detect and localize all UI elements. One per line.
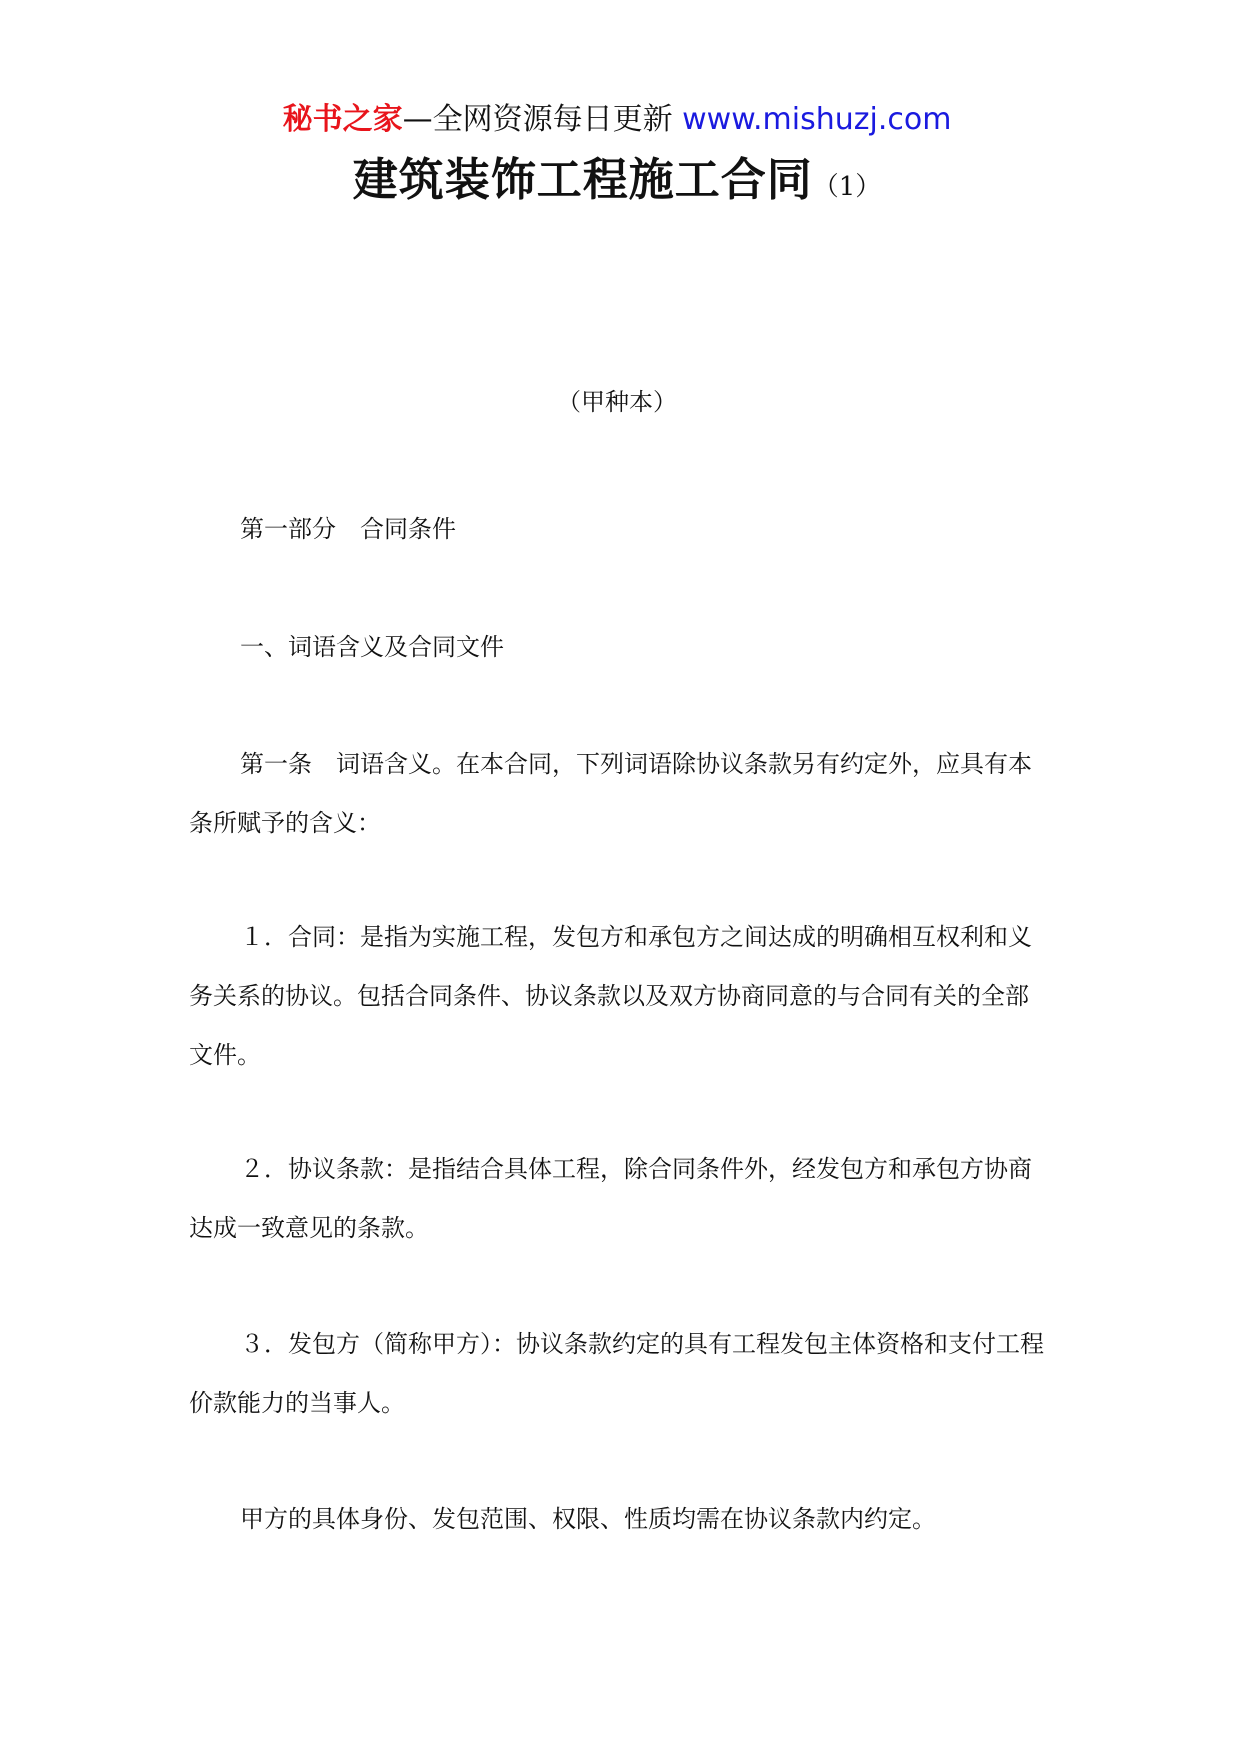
article-1-paragraph: 第一条 词语含义。在本合同，下列词语除协议条款另有约定外，应具有本条所赋予的含义： xyxy=(189,750,1032,837)
section-heading: 一、词语含义及合同文件 xyxy=(240,633,504,661)
part-heading: 第一部分 合同条件 xyxy=(240,515,456,543)
document-edition: （甲种本） xyxy=(557,388,677,416)
definition-2-paragraph: ２．协议条款：是指结合具体工程，除合同条件外，经发包方和承包方协商达成一致意见的条款。 xyxy=(189,1155,1032,1242)
document-title-text: 建筑装饰工程施工合同 xyxy=(352,153,813,206)
site-slogan: —全网资源每日更新 xyxy=(402,102,673,137)
site-url-link[interactable]: www.mishuzj.com xyxy=(682,102,952,137)
site-banner xyxy=(0,100,1234,140)
party-a-note-paragraph: 甲方的具体身份、发包范围、权限、性质均需在协议条款内约定。 xyxy=(240,1505,936,1533)
definition-3-paragraph: ３．发包方（简称甲方）：协议条款约定的具有工程发包主体资格和支付工程价款能力的当事人。 xyxy=(189,1330,1044,1417)
document-title xyxy=(0,150,1234,220)
site-brand: 秘书之家 xyxy=(282,102,403,137)
document-title-suffix: （1） xyxy=(812,172,882,202)
definition-1-paragraph: １．合同：是指为实施工程，发包方和承包方之间达成的明确相互权利和义务关系的协议。包括合同条件、协议条款以及双方协商同意的与合同有关的全部文件。 xyxy=(189,923,1032,1069)
